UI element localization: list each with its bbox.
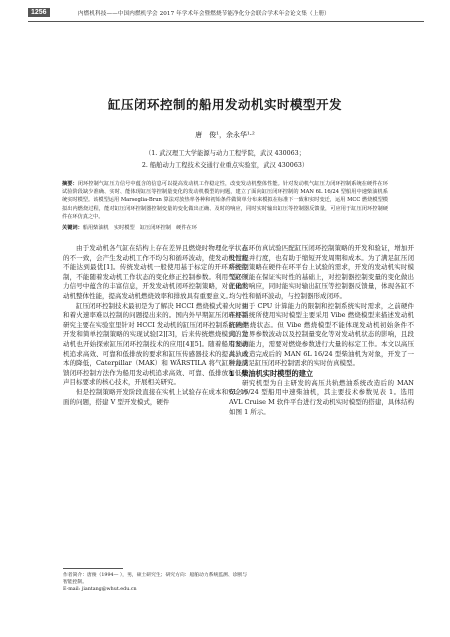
paragraph: 缸压闭环控制技术最初是为了解决 HCCI 燃烧模式着火时刻和着火速率难以控制的问题提出来的。国内外早期缸压闭环控制研究主要在实验室里针对 HCCI 发动机的缸压闭环控制系统硬件开发和简单控制策略的实现试验[2][3]，后来传统燃烧模式的发动机也开始探索缸压闭环控制技术的应用[4][5]。随着船用发动机追求高效、可靠和低排放的要求和缸压传感器技术的提高、成本的降低，Caterpillar（MAK）和 WÄRSTILA 将气缸压力反馈闭环控制方法作为船用发动机追求高效、可靠、低排放和低噪声目标要求的核心技术，开展相关研究。 <box>63 301 248 387</box>
paragraph: 但是控制策略开发阶段直接在实机上试验存在成本和安全方面的问题，搭建 V 型开发模式，硬件 <box>63 387 248 406</box>
abstract <box>62 180 388 221</box>
right-column <box>229 244 414 417</box>
paragraph: 由于 CPU 计算能力的限制和控制系统实时需求，之前硬件在环系统所使用实时模型主要采用 Vibe 燃烧模型来描述发动机缸内燃烧状态。但 Vibe 燃烧模型不能体现发动机初始条件不同、边界参数波动以及控制量变化等对发动机状态的影响，且段有预测能力，需要对燃烧参数进行大量的标定工作。本文以高压共轨改造完成后的 MAN 6L 16/24 型柴油机为对象，开发了一种能满足缸压闭环控制需求的实时仿真模型。 <box>229 301 414 368</box>
section-heading: 1 柴油机实时模型的建立 <box>229 368 314 378</box>
footnote <box>63 572 248 593</box>
keywords-text: 船用柴油机 实时模型 缸压闭环控制 硬件在环 <box>82 225 197 231</box>
footnote-rule <box>63 568 123 569</box>
keywords-label: 关键词： <box>62 225 83 231</box>
abstract-label: 摘要： <box>62 181 78 187</box>
author-list: 唐 俊¹，余永华¹·² <box>195 131 255 139</box>
paragraph: 由于发动机各气缸在结构上存在差异且燃烧时物理化学状态的不一致，会产生发动机工作不均匀和循环波动，使发动机性能不能达到最优[1]。传统发动机一般使用基于标定的开环系统控制，不能随着发动机工作状态的变化修正控制参数。利用气缸压力信号中蕴含的丰富信息，开发发动机闭环控制策略，对优化发动机整体性能，提高发动机燃烧效率和排放具有重要意义。 <box>63 244 248 300</box>
abstract-text: 闭环控制气缸压力信号中蕴含的信息可以提高发动机工作稳定性，改变发动机整体性能。针对发动机气缸压力闭环控制系统在硬件在环试验阶段缺少准确、实时、能体现缸压等控制量变化的发动机模型的问题，建立了面向缸压闭环控制的 MAN 6L 16/24 型船用中速柴油机系统实时模型。该模型运用 Marseglia-Brun 算法对放热率各种和初始条件做简单分布来模拟在标准下一致和实时变迁，运用 MCC 燃烧模型模拟出内燃烧过程，能对缸压闭环控制器控制变量的变化做出正确、及时的响应，同时实时输出缸压等控制器反馈量，可应用于缸压闭环控制硬件在环仿真之中。 <box>62 181 388 220</box>
paragraph: 在环仿真试验匹配缸压闭环控制策略的开发和验证，增加开发过程并行度，也有助于缩短开发周期和成本。为了满足缸压闭环控制策略在硬件在环平台上试验的需求，开发的发动机实时模型必须能在保证实时性的基础上，对控制器控制变量的变化做出正确的响应，同时能实时输出缸压等控制器反馈量，体现各缸不均匀性和循环波动，与控制器形成闭环。 <box>229 244 414 300</box>
journal-title: 内燃机科技——中国内燃机学会 2017 年学术年会暨燃烧节能净化分会联合学术年会论文集（上册） <box>78 11 330 17</box>
author-email: E-mail: jiantang@whut.edu.cn <box>63 587 137 592</box>
paper-title: 缸压闭环控制的船用发动机实时模型开发 <box>107 97 342 112</box>
author-bio: 作者简介：唐俊（1994— ），男，硕士研究生；研究方向：船舶动力系统监测、诊断与智能控制。 <box>63 573 248 585</box>
left-column <box>63 244 248 407</box>
keywords <box>62 224 388 232</box>
page-number: 1256 <box>28 8 50 17</box>
affiliation-2: 2. 船舶动力工程技术交通行业重点实验室，武汉 430063） <box>141 162 309 169</box>
running-header <box>28 8 424 22</box>
paragraph: 研究机型为自主研发的高压共轨燃油系统改造后的 MAN 6L 16/24 型船用中速柴油机，其主要技术参数见表 1。选用 AVL Cruise M 软件平台进行发动机实时模型的搭建，具体结构如图 1 所示。 <box>229 378 414 416</box>
affiliation-1: （1. 武汉理工大学能源与动力工程学院，武汉 430063； <box>145 150 305 157</box>
